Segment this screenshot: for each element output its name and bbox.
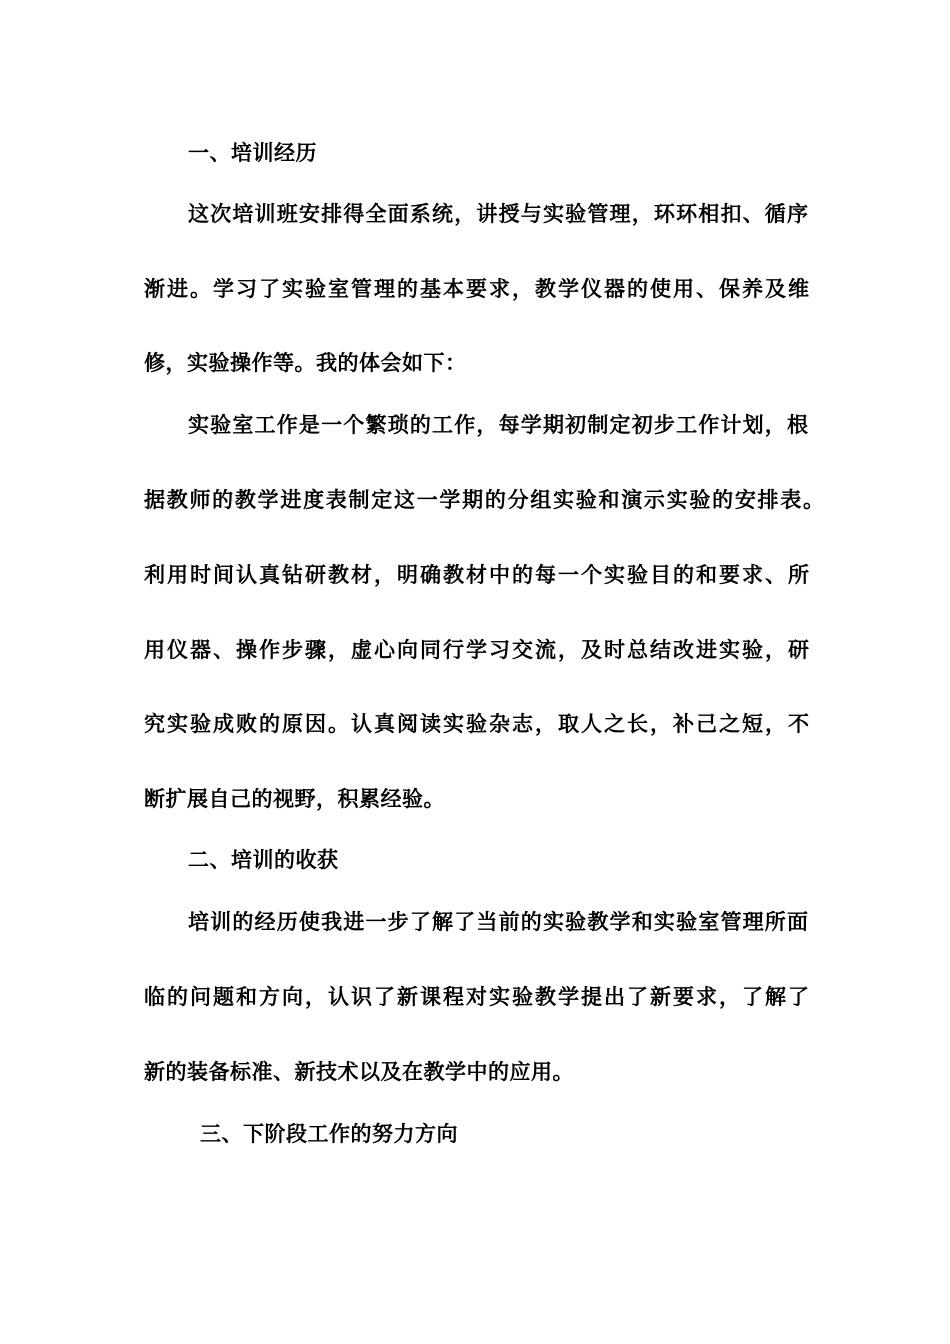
paragraph-line: 临的问题和方向，认识了新课程对实验教学提出了新要求，了解了 — [144, 985, 809, 1009]
paragraph-line: 新的装备标准、新技术以及在教学中的应用。 — [144, 1060, 574, 1084]
paragraph-line: 利用时间认真钻研教材，明确教材中的每一个实验目的和要求、所 — [144, 563, 809, 587]
section-heading-1: 一、培训经历 — [188, 141, 317, 165]
paragraph-line: 修，实验操作等。我的体会如下： — [144, 351, 467, 375]
paragraph-line: 实验室工作是一个繁琐的工作，每学期初制定初步工作计划，根 — [188, 413, 808, 437]
paragraph-line: 培训的经历使我进一步了解了当前的实验教学和实验室管理所面 — [188, 910, 808, 934]
paragraph-line: 渐进。学习了实验室管理的基本要求，教学仪器的使用、保养及维 — [144, 277, 809, 301]
paragraph-line: 究实验成败的原因。认真阅读实验杂志，取人之长，补己之短，不 — [144, 712, 809, 736]
paragraph-line: 据教师的教学进度表制定这一学期的分组实验和演示实验的安排表。 — [144, 488, 824, 512]
section-heading-3: 三、下阶段工作的努力方向 — [200, 1122, 458, 1146]
paragraph-line: 用仪器、操作步骤，虚心向同行学习交流，及时总结改进实验，研 — [144, 638, 809, 662]
section-heading-2: 二、培训的收获 — [188, 848, 339, 872]
paragraph-line: 这次培训班安排得全面系统，讲授与实验管理，环环相扣、循序 — [188, 202, 808, 226]
paragraph-line: 断扩展自己的视野，积累经验。 — [144, 787, 445, 811]
